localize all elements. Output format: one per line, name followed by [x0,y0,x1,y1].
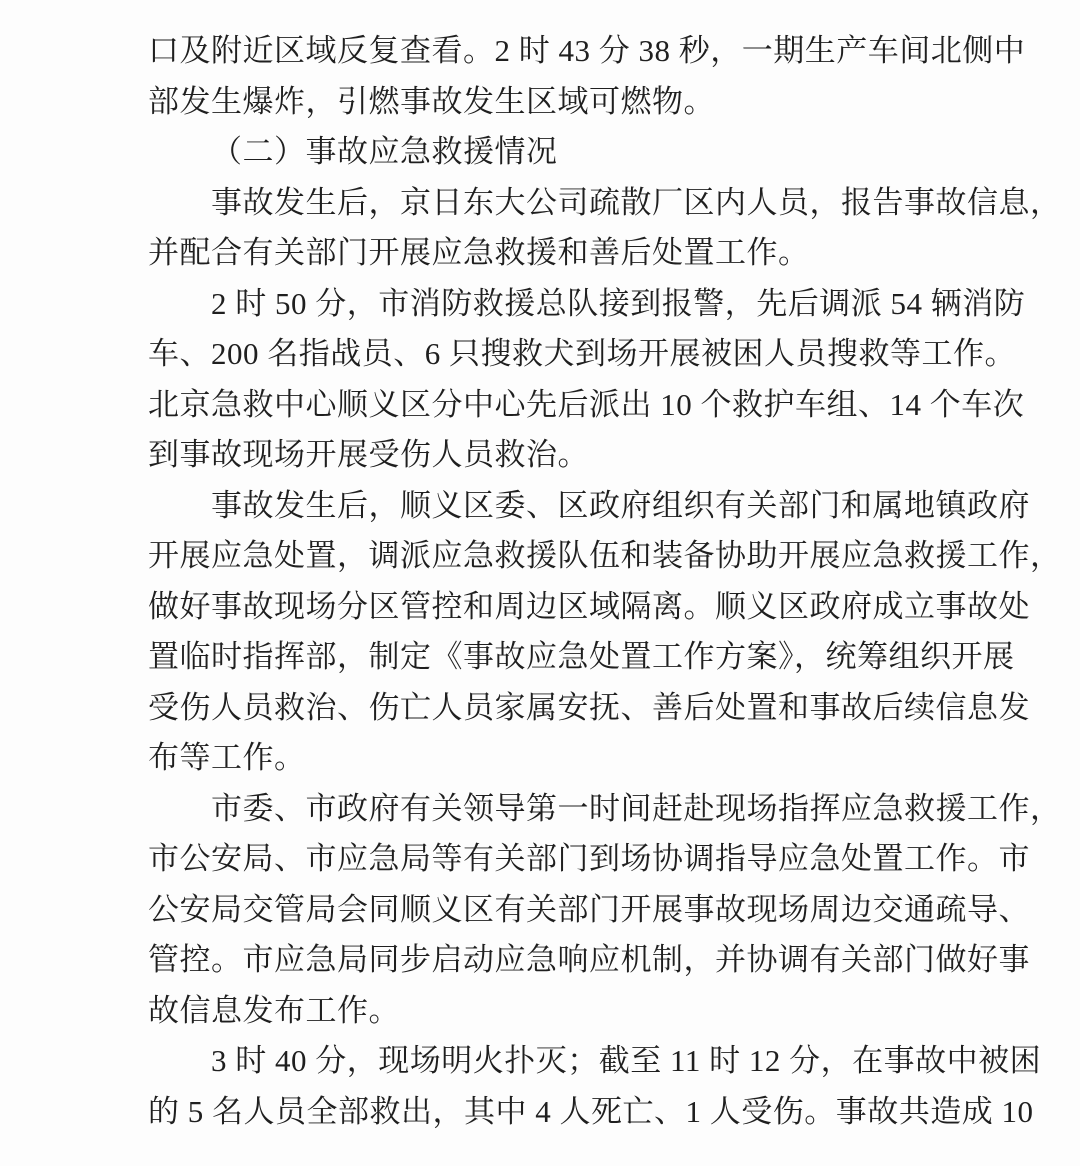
text-line: 3 时 40 分，现场明火扑灭；截至 11 时 12 分，在事故中被困 [211,1043,1042,1078]
text-line: 2 时 50 分，市消防救援总队接到报警，先后调派 54 辆消防 [211,285,1026,321]
text-line: 置临时指挥部，制定《事故应急处置工作方案》，统筹组织开展 [148,639,1015,674]
text-line: 到事故现场开展受伤人员救治。 [148,437,589,472]
text-line: 的 5 名人员全部救出，其中 4 人死亡、1 人受伤。事故共造成 10 [148,1093,1034,1129]
text-line: 受伤人员救治、伤亡人员家属安抚、善后处置和事故后续信息发 [148,689,1030,725]
document-text-block [148,26,1062,1137]
text-line: 事故发生后，顺义区委、区政府组织有关部门和属地镇政府 [211,487,1030,523]
text-line: 做好事故现场分区管控和周边区域隔离。顺义区政府成立事故处 [148,588,1030,624]
section-heading: （二）事故应急救援情况 [211,134,558,169]
text-line: 车、200 名指战员、6 只搜救犬到场开展被困人员搜救等工作。 [148,336,1016,371]
text-line: 口及附近区域反复查看。2 时 43 分 38 秒，一期生产车间北侧中 [148,33,1026,68]
text-line: 市公安局、市应急局等有关部门到场协调指导应急处置工作。市 [148,841,1030,876]
text-line: 并配合有关部门开展应急救援和善后处置工作。 [148,235,810,270]
text-line: 公安局交管局会同顺义区有关部门开展事故现场周边交通疏导、 [148,891,1030,927]
text-line: 开展应急处置，调派应急救援队伍和装备协助开展应急救援工作， [148,538,1062,573]
text-line: 事故发生后，京日东大公司疏散厂区内人员，报告事故信息， [211,184,1062,220]
text-line: 管控。市应急局同步启动应急响应机制，并协调有关部门做好事 [148,942,1030,977]
text-line: 故信息发布工作。 [148,992,400,1028]
text-line: 北京急救中心顺义区分中心先后派出 10 个救护车组、14 个车次 [148,386,1025,422]
text-line: 市委、市政府有关领导第一时间赶赴现场指挥应急救援工作， [211,790,1062,826]
text-line: 部发生爆炸，引燃事故发生区域可燃物。 [148,83,715,119]
text-line: 布等工作。 [148,740,306,775]
